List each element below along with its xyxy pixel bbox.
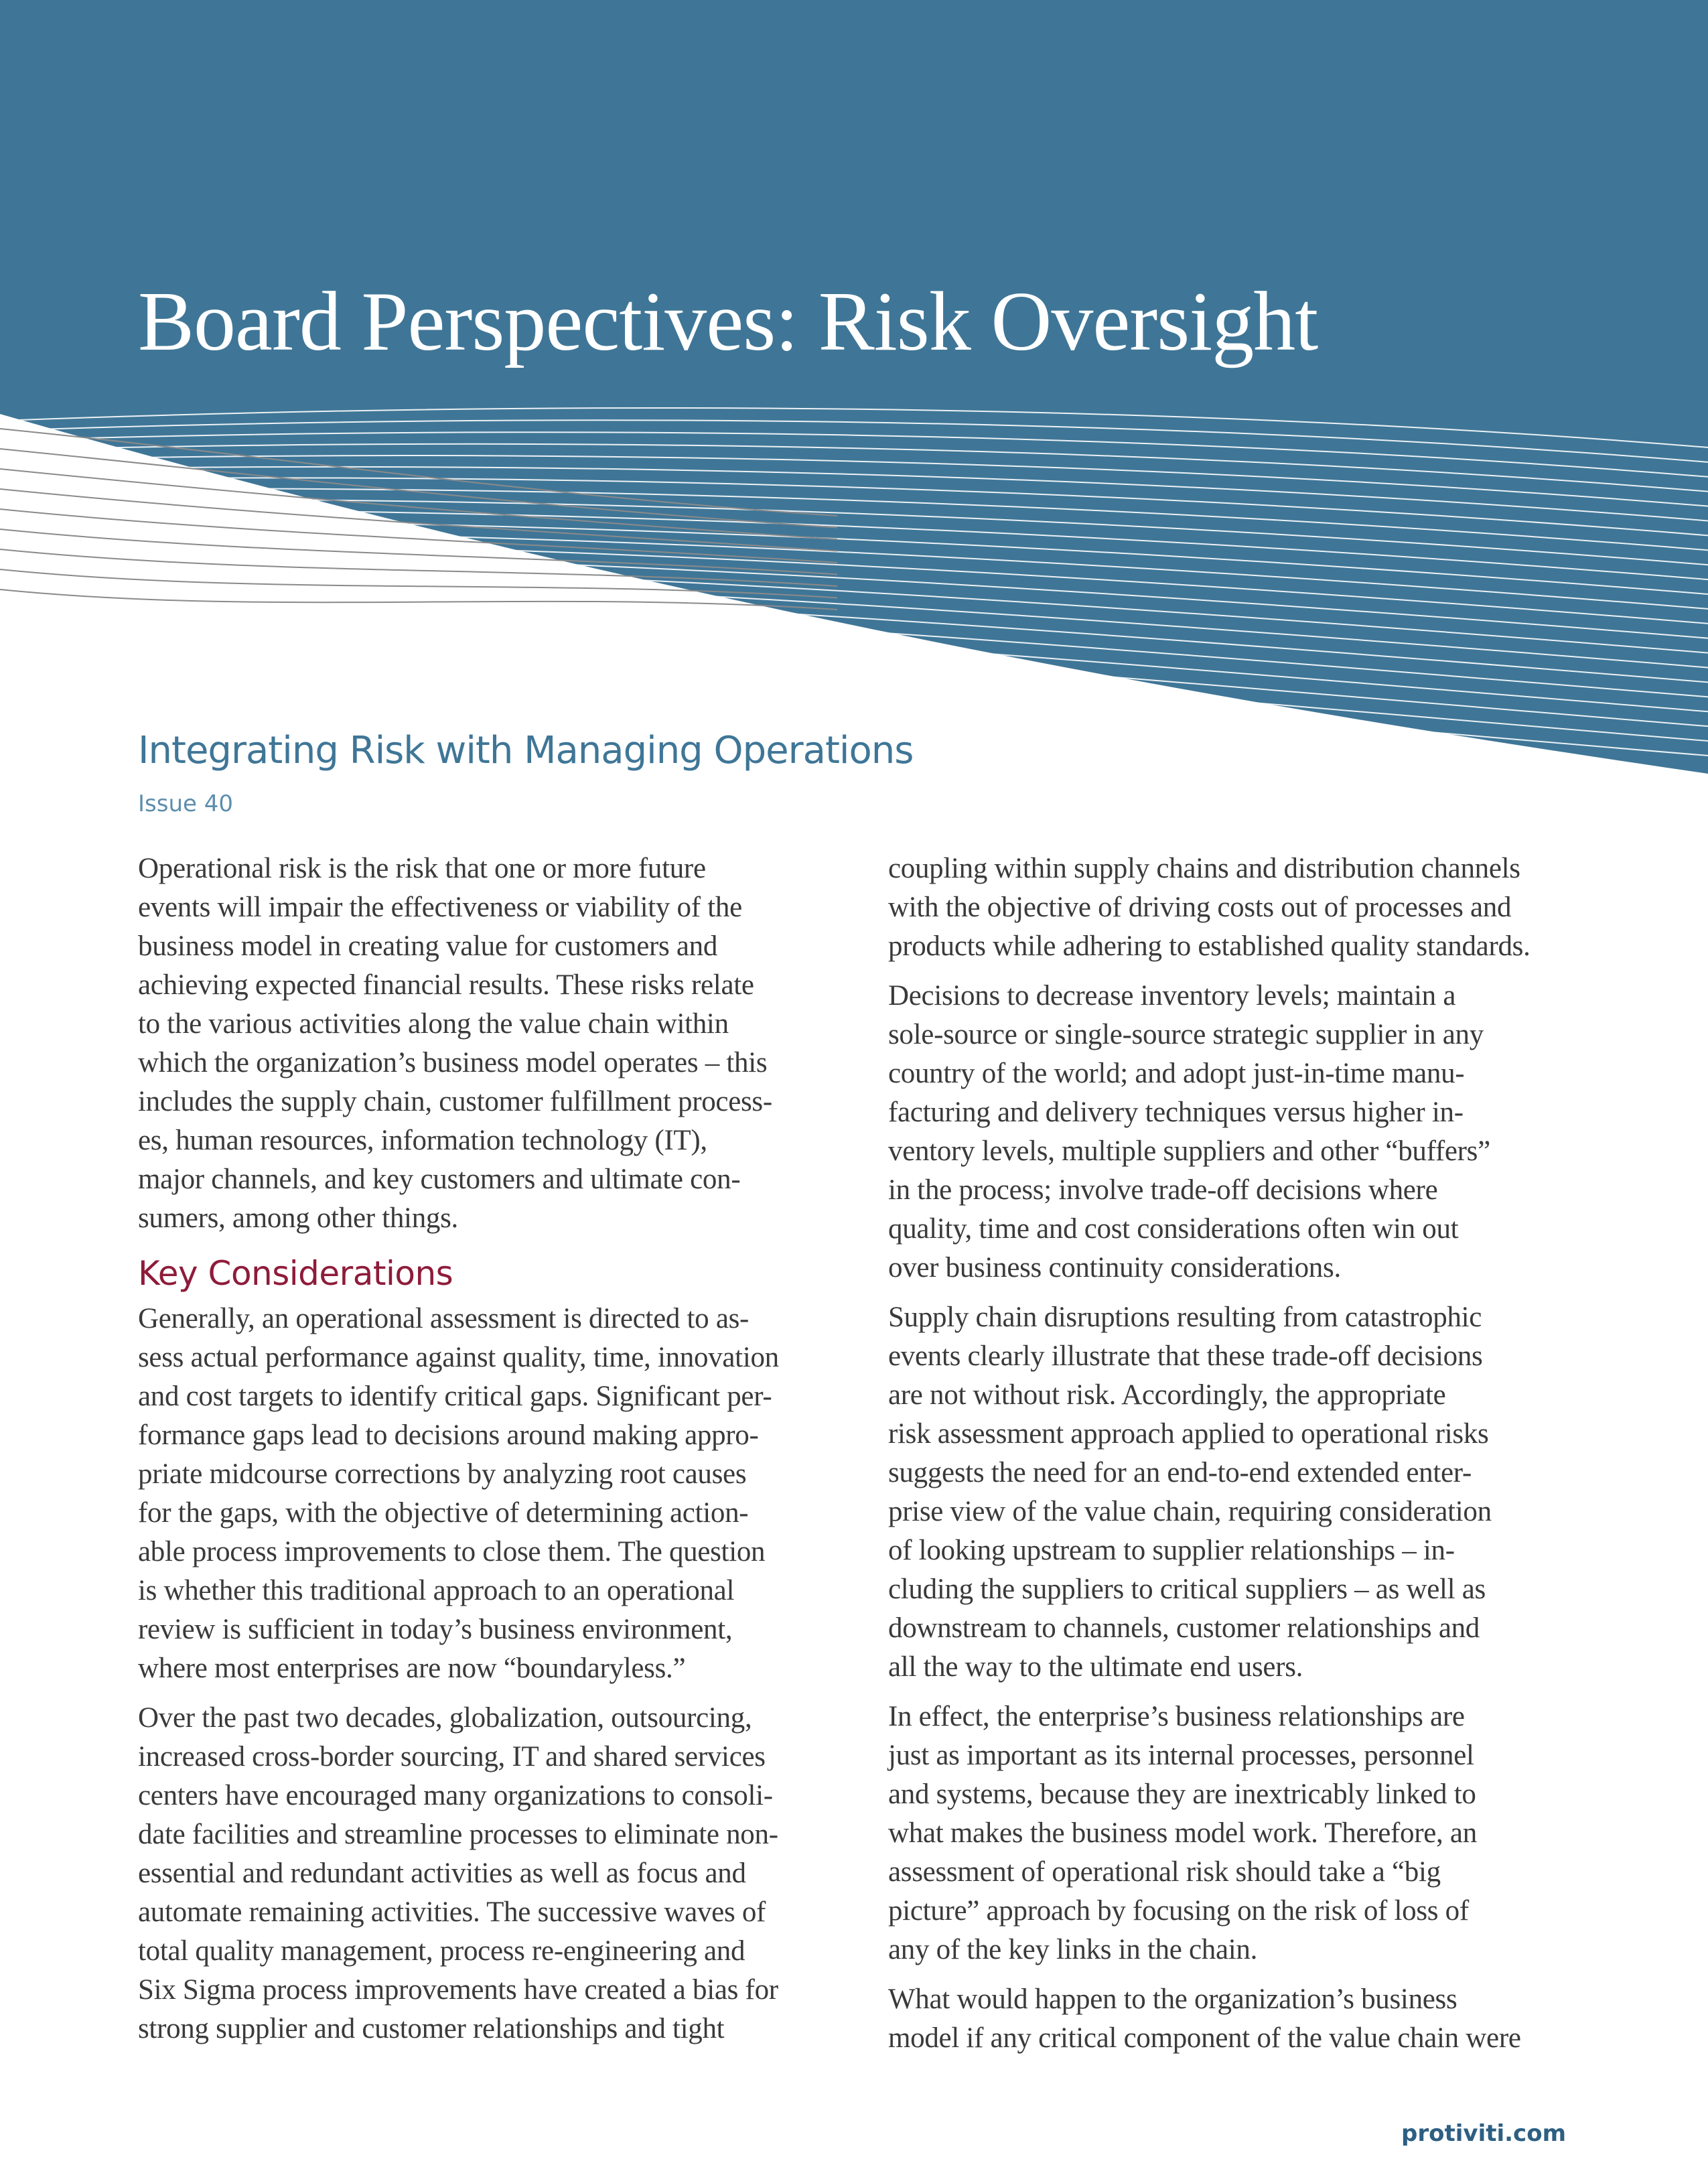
body-paragraph: What would happen to the organization’s business model if any critical component of the value chain were: [888, 1983, 1521, 2054]
article-subtitle: Integrating Risk with Managing Operations: [138, 729, 914, 772]
body-paragraph: Supply chain disruptions resulting from catastrophic events clearly illustrate that these trade-off decisions are not without risk. Accordingly, the appropriate risk assessment approach applied to operational risks suggests the need for an end-to-end extended enter- prise view of the value chain, requiring consideration of looking upstream to supplier relationships – in- cluding the suppliers to critical suppliers – as well as downstream to channels, customer relationships and all the way to the ultimate end users.: [888, 1302, 1492, 1683]
left-column: [138, 849, 821, 2059]
banner-background: [0, 0, 1708, 774]
header-banner: [0, 0, 1708, 777]
body-paragraph: Over the past two decades, globalization, outsourcing, increased cross-border sourcing, IT and shared services centers have encouraged many organizations to consoli- date facilities and streamline processes to eliminate non- essential and redundant activities as well as focus and automate remaining activities. The successive waves of total quality management, process re-engineering and Six Sigma process improvements have created a bias for strong supplier and customer relationships and tight: [138, 1702, 778, 2044]
page-title: Board Perspectives: Risk Oversight: [138, 275, 1318, 368]
intro-paragraph: Operational risk is the risk that one or more future events will impair the effectiveness or viability of the business model in creating value for customers and achieving expected financial results. These risks relate to the various activities along the value chain within which the organization’s business model operates – this includes the supply chain, customer fulfillment process- es, human resources, information technology (IT), major channels, and key customers and ultimate con- sumers, among other things.: [138, 853, 772, 1234]
section-heading-key-considerations: Key Considerations: [138, 1254, 453, 1293]
body-paragraph: Generally, an operational assessment is directed to as- sess actual performance against quality, time, innovation and cost targets to identify critical gaps. Significant per- formance gaps lead to decisions around making appro- priate midcourse corrections by analyzing root causes for the gaps, with the objective of determining action- able process improvements to close them. The question is whether this traditional approach to an operational review is sufficient in today’s business environment, where most enterprises are now “boundaryless.”: [138, 1303, 779, 1684]
issue-number: Issue 40: [138, 790, 233, 817]
body-paragraph: coupling within supply chains and distribution channels with the objective of driving costs out of processes and products while adhering to established quality standards.: [888, 853, 1531, 962]
body-paragraph: In effect, the enterprise’s business relationships are just as important as its internal processes, personnel and systems, because they are inextricably linked to what makes the business model work. Therefore, an assessment of operational risk should take a “big picture” approach by focusing on the risk of loss of any of the key links in the chain.: [888, 1701, 1477, 1965]
right-column: [888, 849, 1571, 2069]
protiviti-link[interactable]: protiviti.com: [1401, 2120, 1566, 2147]
body-paragraph: Decisions to decrease inventory levels; maintain a sole-source or single-source strategic supplier in any country of the world; and adopt just-in-time manu- facturing and delivery techniques versus higher in- ventory levels, multiple suppliers and other “buffers” in the process; involve trade-off decisions where quality, time and cost considerations often win out over business continuity considerations.: [888, 980, 1490, 1283]
